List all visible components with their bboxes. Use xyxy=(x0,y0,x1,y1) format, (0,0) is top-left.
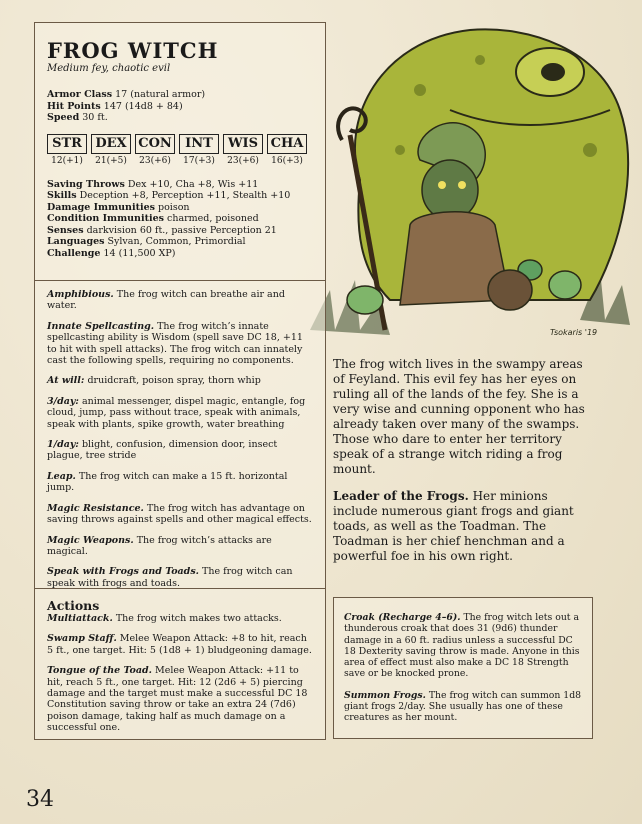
lore-paragraph: Leader of the Frogs. Her minions include numerous giant frogs and giant toads, as well as the Toadman. The Toadman is her chief henchman and a powerful foe in his own right. xyxy=(333,489,574,563)
stat-block-header xyxy=(35,23,325,281)
trait: Speak with Frogs and Toads. The frog witch can speak with frogs and toads. xyxy=(47,566,293,589)
lore-heading: Leader of the Frogs. xyxy=(333,489,469,503)
challenge: Challenge 14 (11,500 XP) xyxy=(47,247,176,259)
ability-int: INT 17(+3) xyxy=(179,134,219,167)
special-action: Croak (Recharge 4–6). The frog witch lets out a thunderous croak that does 31 (9d6) thunder damage in a 60 ft. radius unless a successful DC 18 Dexterity saving throw is made. Anyone in this area of effect must also make a DC 18 Strength save or be knocked prone. xyxy=(344,612,580,680)
frog-witch-illustration xyxy=(300,0,642,350)
trait: Magic Resistance. The frog witch has advantage on saving throws against spells and other magical effects. xyxy=(47,502,312,526)
stat-block xyxy=(34,22,326,740)
damage-immunities: Damage Immunities poison xyxy=(47,201,190,213)
armor-class: Armor Class 17 (natural armor) xyxy=(47,89,206,100)
ability-cha: CHA 16(+3) xyxy=(267,134,307,167)
trait: At will: druidcraft, poison spray, thorn whip xyxy=(47,375,261,387)
special-action: Summon Frogs. The frog witch can summon 1d8 giant frogs 2/day. She usually has one of these creatures as her mount. xyxy=(344,689,582,724)
monster-type: Medium fey, chaotic evil xyxy=(47,63,171,74)
trait: Innate Spellcasting. The frog witch’s innate spellcasting ability is Wisdom (spell save DC 18, +11 to hit with spell attacks). The frog witch can innately cast the following spells, requiring no components. xyxy=(47,320,303,367)
ability-dex: DEX 21(+5) xyxy=(91,134,131,167)
condition-immunities: Condition Immunities charmed, poisoned xyxy=(47,213,259,224)
trait: Amphibious. The frog witch can breathe air and water. xyxy=(47,289,285,312)
skills: Skills Deception +8, Perception +11, Stealth +10 xyxy=(47,190,291,201)
ability-scores xyxy=(47,134,313,167)
senses: Senses darkvision 60 ft., passive Perception 21 xyxy=(47,224,277,236)
trait: Leap. The frog witch can make a 15 ft. horizontal jump. xyxy=(47,470,288,494)
languages: Languages Sylvan, Common, Primordial xyxy=(47,236,246,247)
ability-wis: WIS 23(+6) xyxy=(223,134,263,167)
ability-con: CON 23(+6) xyxy=(135,134,175,167)
lore-paragraph: The frog witch lives in the swampy areas of Feyland. This evil fey has her eyes on ruling all of the lands of the fey. She is a very wise and cunning opponent who has already taken over many of the swamps. Those who dare to enter her territory speak of a strange witch riding a frog mount. xyxy=(333,357,585,476)
special-actions-box xyxy=(333,597,593,739)
page-number: 34 xyxy=(26,787,54,812)
trait: Magic Weapons. The frog witch’s attacks are magical. xyxy=(47,534,272,557)
trait: 1/day: blight, confusion, dimension door, insect plague, tree stride xyxy=(47,439,278,462)
trait: 3/day: animal messenger, dispel magic, entangle, fog cloud, jump, pass without trace, speak with animals, speak with plants, spike growth, water breathing xyxy=(47,395,306,430)
speed: Speed 30 ft. xyxy=(47,112,108,123)
artist-signature: Tsokaris '19 xyxy=(550,328,598,337)
action: Tongue of the Toad. Melee Weapon Attack: +11 to hit, reach 5 ft., one target. Hit: 12 (2d6 + 5) piercing damage and the target must make a successful DC 18 Constitution saving throw or take an extra 24 (7d6) poison damage, taking half as much damage on a successful one. xyxy=(47,665,308,734)
monster-name: FROG WITCH xyxy=(47,38,219,63)
traits-section xyxy=(35,281,325,589)
actions-section xyxy=(35,589,325,741)
action: Multiattack. The frog witch makes two attacks. xyxy=(47,613,282,624)
hit-points: Hit Points 147 (14d8 + 84) xyxy=(47,100,183,112)
action: Swamp Staff. Melee Weapon Attack: +8 to hit, reach 5 ft., one target. Hit: 5 (1d8 + 1) bludgeoning damage. xyxy=(47,633,312,656)
ability-str: STR 12(+1) xyxy=(47,134,87,167)
actions-heading: Actions xyxy=(47,598,100,613)
lore-text xyxy=(333,357,595,576)
saving-throws: Saving Throws Dex +10, Cha +8, Wis +11 xyxy=(47,178,259,190)
